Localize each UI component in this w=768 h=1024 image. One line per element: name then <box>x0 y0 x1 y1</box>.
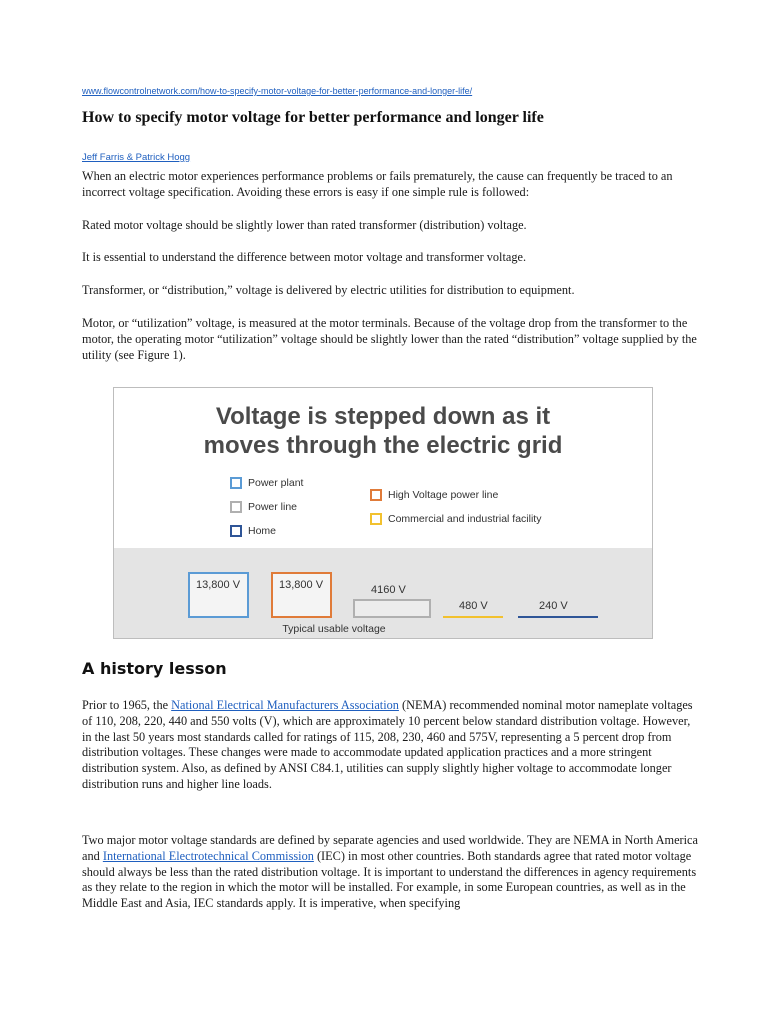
paragraph-distribution: Transformer, or “distribution,” voltage is delivered by electric utilities for distribution to equipment. <box>82 283 575 297</box>
legend-power-line <box>230 500 297 514</box>
legend-home <box>230 524 276 538</box>
legend-swatch-power-plant <box>230 477 242 489</box>
legend-swatch-home <box>230 525 242 537</box>
legend-label-power-line: Power line <box>248 501 298 513</box>
paragraph-intro: When an electric motor experiences performance problems or fails prematurely, the cause can frequently be traced to an incorrect voltage specification. Avoiding these errors is easy if one simple rule is followed: <box>82 169 673 199</box>
voltage-box-power-plant: 13,800 V <box>188 572 249 618</box>
legend-label-home: Home <box>248 525 277 537</box>
paragraph-utilization: Motor, or “utilization” voltage, is measured at the motor terminals. Because of the voltage drop from the transformer to the motor, the operating motor “utilization” voltage should be slightly lower than the rated “distribution” voltage supplied by the utility (see Figure 1). <box>82 316 697 362</box>
voltage-label-home: 240 V <box>539 600 568 612</box>
voltage-label-power-line: 4160 V <box>371 584 406 596</box>
voltage-label-commercial: 480 V <box>459 600 488 612</box>
paragraph-history <box>82 698 702 793</box>
paragraph-history-text-b: (NEMA) recommended nominal motor nameplate voltages of 110, 208, 220, 440 and 550 volts (V), which are approximately 10 percent below standard distribution voltage. However, in the last 50 years most standards called for ratings of 115, 208, 230, 460 and 575V, representing a 5 percent drop from distribution voltages. These changes were made to accommodate updated application practices and a more stringent distribution system. Also, as defined by ANSI C84.1, utilities can supply slightly higher voltage to accommodate longer distribution runs and higher line loads. <box>82 698 693 791</box>
figure-title-line1: Voltage is stepped down as it <box>215 403 551 430</box>
voltage-box-power-line <box>353 599 431 618</box>
figure-title <box>114 402 652 460</box>
paragraph-difference: It is essential to understand the difference between motor voltage and transformer voltage. <box>82 250 527 264</box>
figure-caption: Typical usable voltage <box>282 623 386 635</box>
paragraph-standards-text-b: (IEC) in most other countries. Both standards agree that rated motor voltage should always be less than the rated distribution voltage. It is important to understand the differences in agency requirements as they relate to the region in which the motor will be installed. For example, in some European countries, as well as in the Middle East and Asia, IEC standards apply. It is imperative, when specifying <box>82 848 697 911</box>
legend-commercial <box>370 512 541 526</box>
paragraph-standards <box>82 833 702 912</box>
legend-label-high-voltage: High Voltage power line <box>388 489 499 501</box>
iec-link[interactable]: International Electrotechnical Commission <box>102 848 314 863</box>
legend-swatch-power-line <box>230 501 242 513</box>
paragraph-history-text-a: Prior to 1965, the <box>82 698 172 712</box>
paragraph-rule: Rated motor voltage should be slightly lower than rated transformer (distribution) voltage. <box>82 218 527 232</box>
article-title: How to specify motor voltage for better performance and longer life <box>82 109 544 126</box>
figure-title-line2: moves through the electric grid <box>203 432 563 459</box>
legend-label-power-plant: Power plant <box>248 477 304 489</box>
legend-swatch-commercial <box>370 513 382 525</box>
voltage-box-high-voltage: 13,800 V <box>271 572 332 618</box>
authors-link[interactable]: Jeff Farris & Patrick Hogg <box>82 152 191 163</box>
voltage-line-commercial <box>443 616 503 618</box>
legend-high-voltage <box>370 488 498 502</box>
paragraph-standards-text-a: Two major motor voltage standards are defined by separate agencies and used worldwide. They are NEMA in North America and <box>82 833 698 863</box>
source-url-link[interactable]: www.flowcontrolnetwork.com/how-to-specify-motor-voltage-for-better-performance-and-longer-life/ <box>82 86 473 96</box>
voltage-line-home <box>518 616 598 618</box>
legend-label-commercial: Commercial and industrial facility <box>388 513 542 525</box>
section-heading-history: A history lesson <box>82 659 227 678</box>
legend-power-plant <box>230 476 303 490</box>
voltage-figure <box>113 387 653 639</box>
legend-swatch-high-voltage <box>370 489 382 501</box>
nema-link[interactable]: National Electrical Manufacturers Association <box>171 698 399 712</box>
